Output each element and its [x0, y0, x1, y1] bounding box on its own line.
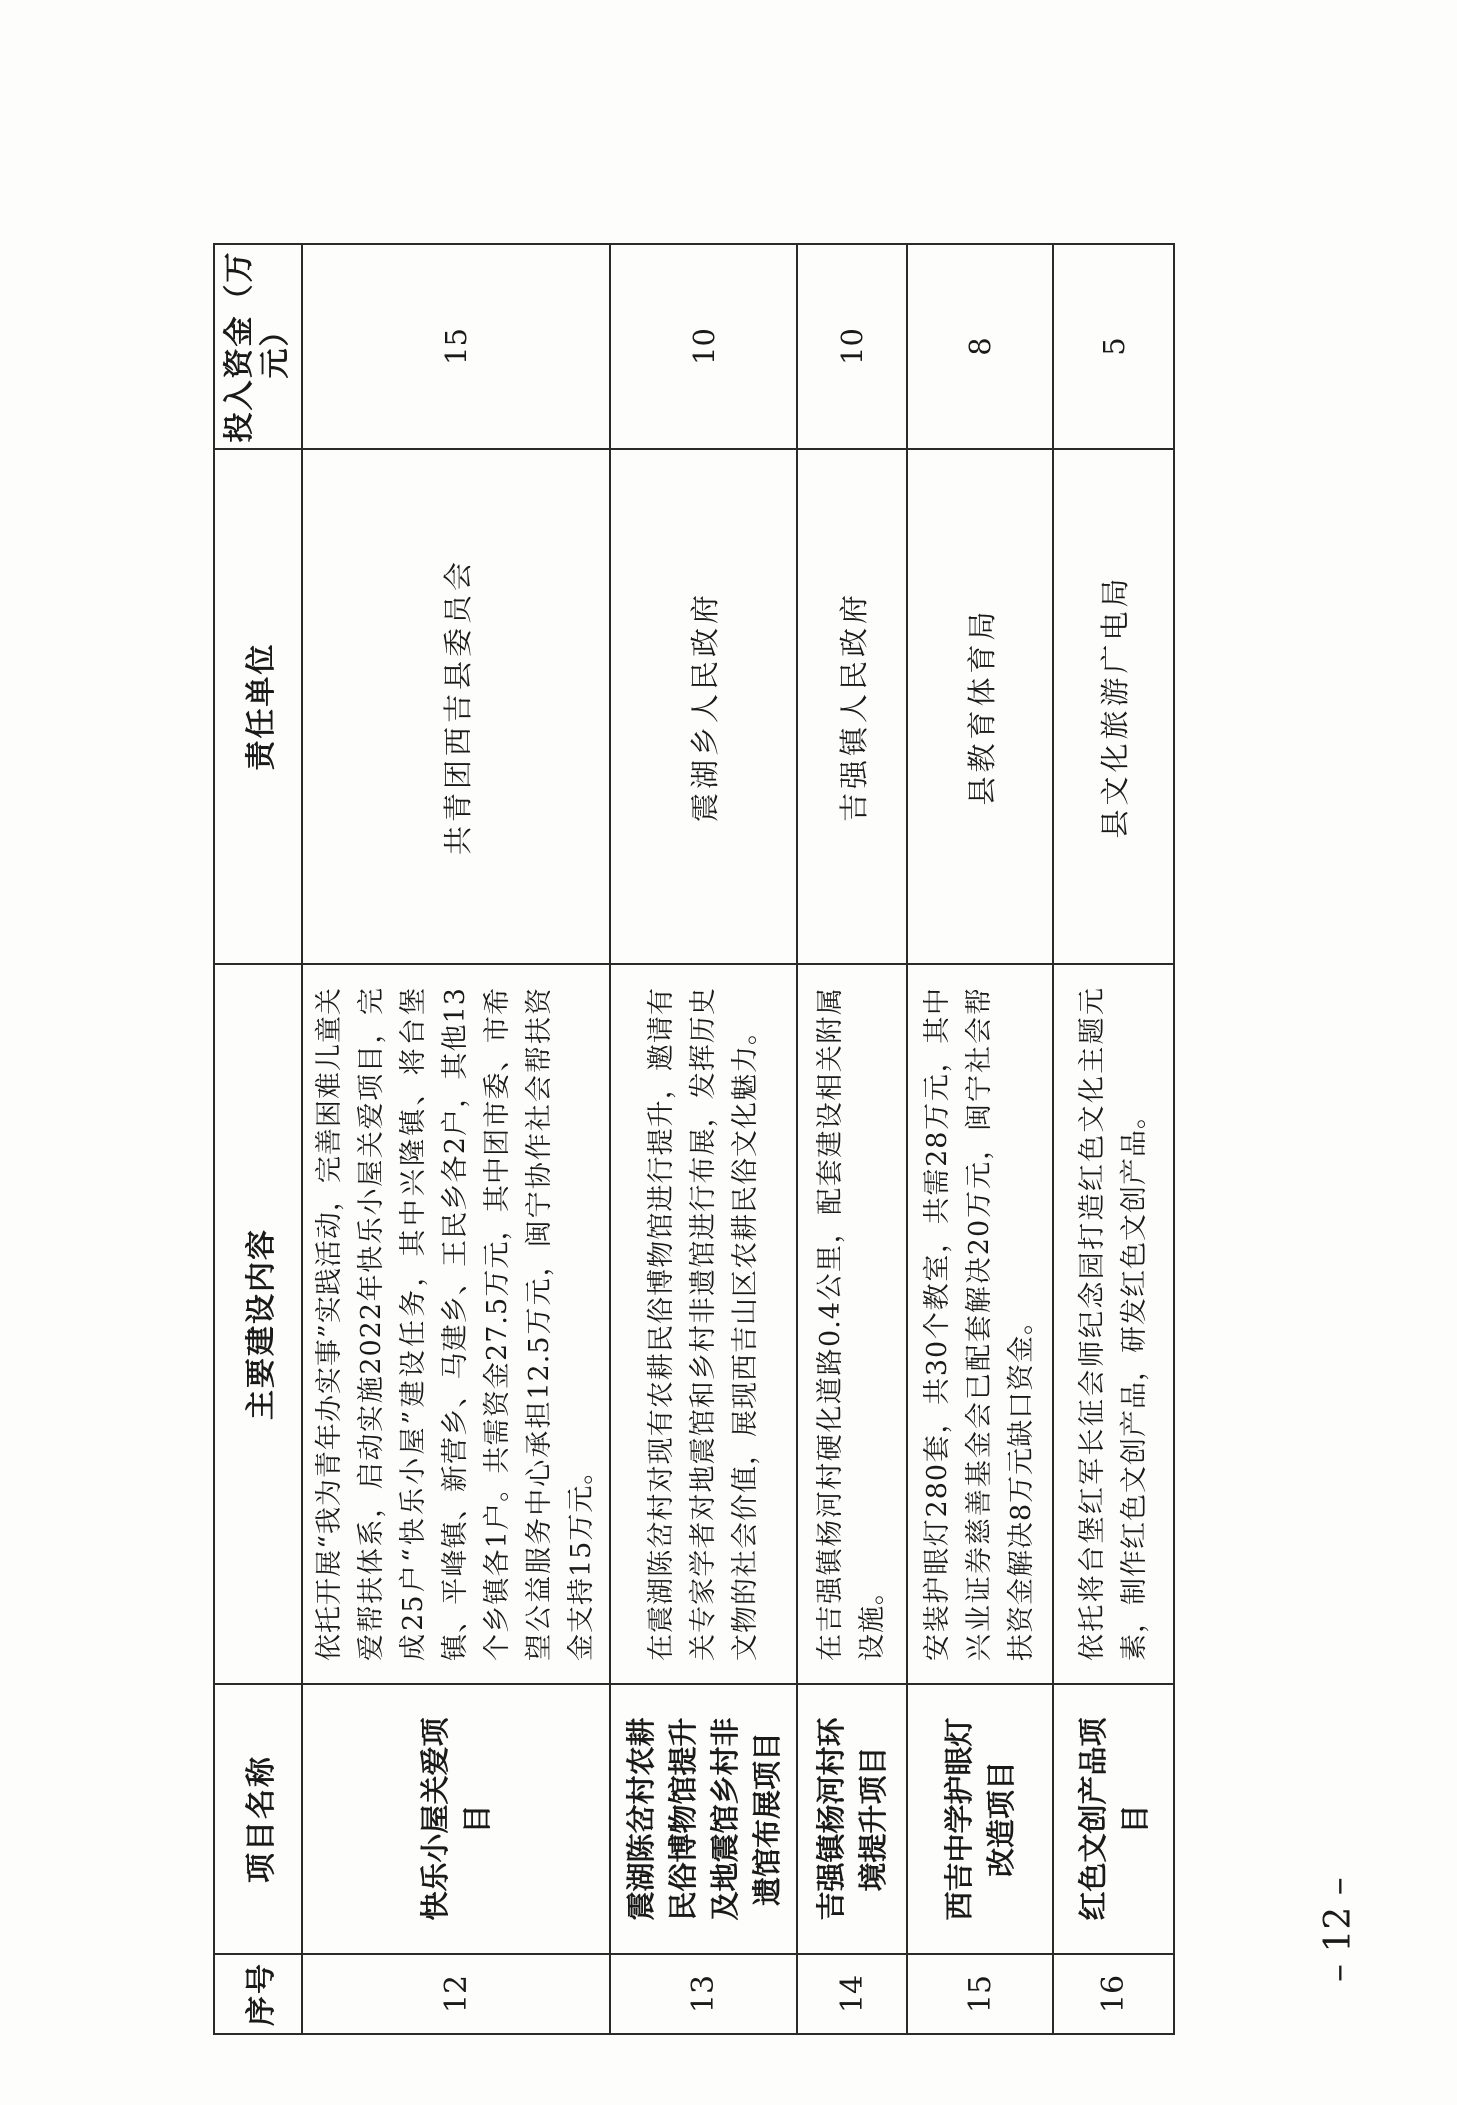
row-unit: 吉强镇人民政府 [797, 449, 907, 964]
row-unit: 县教育体育局 [907, 449, 1053, 964]
row-funds: 10 [797, 244, 907, 449]
header-content: 主要建设内容 [214, 964, 302, 1684]
table-row [797, 244, 907, 2034]
header-seq: 序号 [214, 1954, 302, 2034]
table-row [610, 244, 797, 2034]
row-content: 依托将台堡红军长征会师纪念园打造红色文化主题元素，制作红色文创产品，研发红色文创产品。 [1053, 964, 1174, 1684]
page-number-wrapper [1318, 1842, 1378, 1982]
rotated-table-wrapper [213, 245, 1173, 2035]
row-seq: 12 [302, 1954, 610, 2034]
header-unit: 责任单位 [214, 449, 302, 964]
project-table [213, 243, 1175, 2035]
row-name: 震湖陈岔村农耕民俗博物馆提升及地震馆乡村非遗馆布展项目 [610, 1684, 797, 1954]
row-seq: 16 [1053, 1954, 1174, 2034]
row-funds: 10 [610, 244, 797, 449]
row-name: 快乐小屋关爱项目 [302, 1684, 610, 1954]
header-funds: 投入资金（万元） [214, 244, 302, 449]
header-name: 项目名称 [214, 1684, 302, 1954]
row-unit: 共青团西吉县委员会 [302, 449, 610, 964]
row-content: 依托开展“我为青年办实事”实践活动，完善困难儿童关爱帮扶体系，启动实施2022年快乐小屋关爱项目，完成25户“快乐小屋”建设任务，其中兴隆镇、将台堡镇、平峰镇、新营乡、马建乡、王民乡各2户，其他13个乡镇各1户。共需资金27.5万元，其中团市委、市希望公益服务中心承担12.5万元，闽宁协作社会帮扶资金支持15万元。 [302, 964, 610, 1684]
row-content: 在吉强镇杨河村硬化道路0.4公里，配套建设相关附属设施。 [797, 964, 907, 1684]
table-row [302, 244, 610, 2034]
row-name: 西吉中学护眼灯改造项目 [907, 1684, 1053, 1954]
row-seq: 15 [907, 1954, 1053, 2034]
row-content: 安装护眼灯280套，共30个教室，共需28万元，其中兴业证券慈善基金会已配套解决20万元，闽宁社会帮扶资金解决8万元缺口资金。 [907, 964, 1053, 1684]
table-header-row [214, 244, 302, 2034]
row-unit: 县文化旅游广电局 [1053, 449, 1174, 964]
row-name: 吉强镇杨河村环境提升项目 [797, 1684, 907, 1954]
table-row [1053, 244, 1174, 2034]
row-seq: 13 [610, 1954, 797, 2034]
row-content: 在震湖陈岔村对现有农耕民俗博物馆进行提升，邀请有关专家学者对地震馆和乡村非遗馆进行布展，发挥历史文物的社会价值，展现西吉山区农耕民俗文化魅力。 [610, 964, 797, 1684]
page-number: – 12 – [1318, 1877, 1359, 1982]
row-funds: 5 [1053, 244, 1174, 449]
row-unit: 震湖乡人民政府 [610, 449, 797, 964]
row-seq: 14 [797, 1954, 907, 2034]
row-funds: 8 [907, 244, 1053, 449]
row-funds: 15 [302, 244, 610, 449]
table-row [907, 244, 1053, 2034]
row-name: 红色文创产品项目 [1053, 1684, 1174, 1954]
